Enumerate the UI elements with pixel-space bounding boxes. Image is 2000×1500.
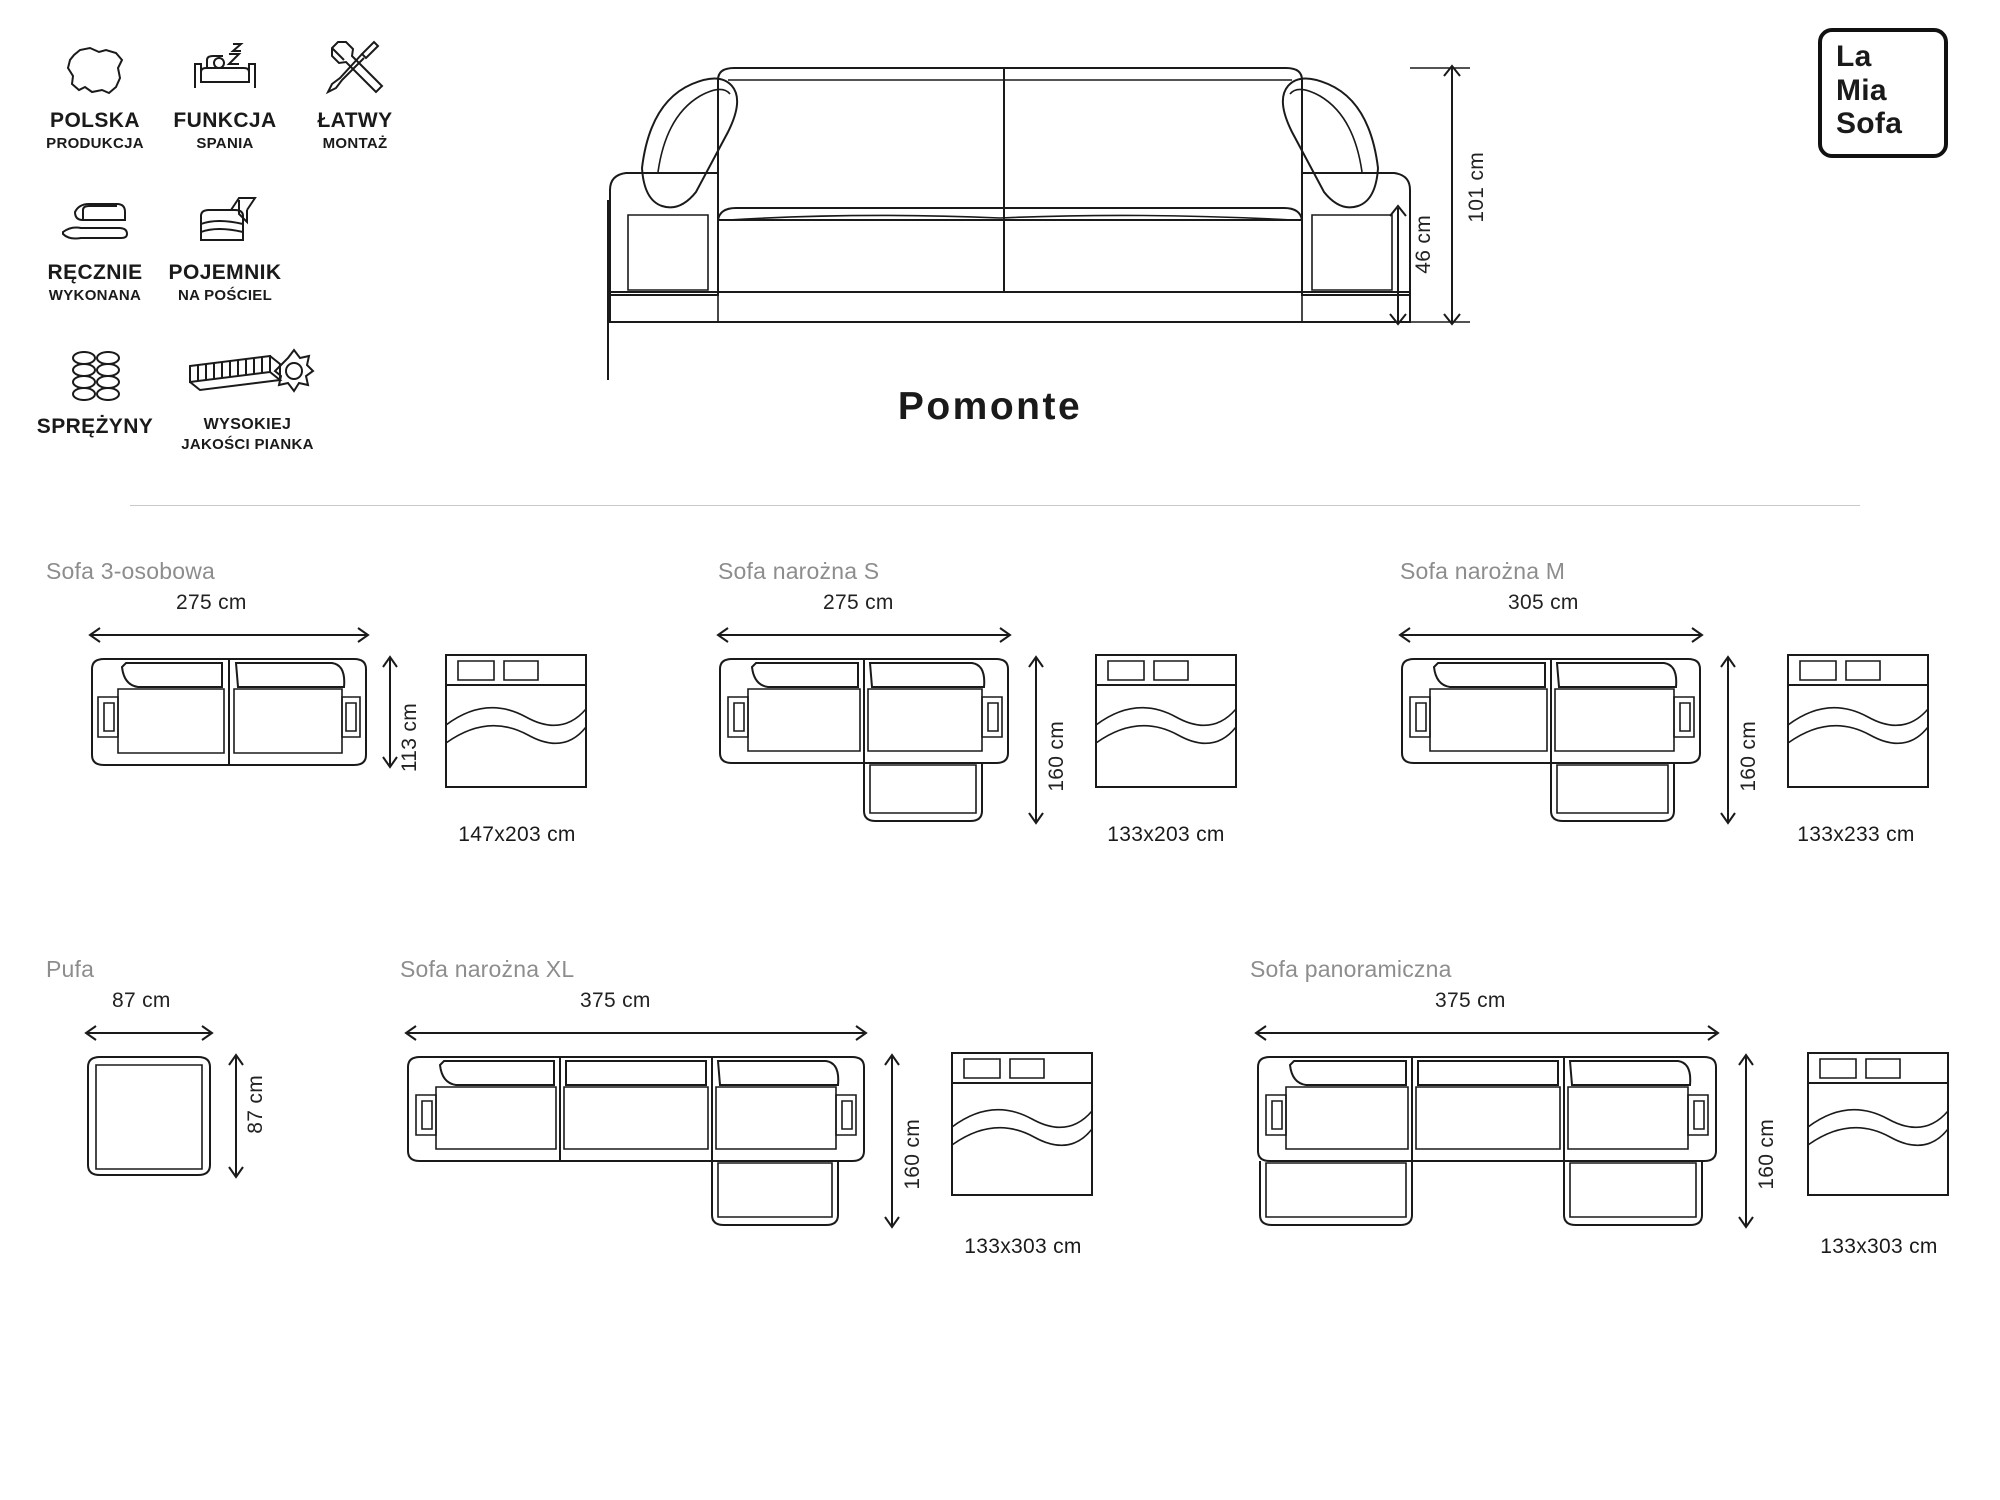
variant-bed-label: 133x203 cm [1107, 823, 1225, 846]
variant-depth-label: 160 cm [1755, 1119, 1778, 1190]
variant-sofa-narozna-s [718, 558, 1308, 851]
brand-logo [1818, 28, 1948, 158]
logo-line-1: La [1836, 40, 1872, 73]
feature-latwy-montaz [290, 18, 420, 152]
page-title: Pomonte [897, 385, 1083, 428]
feature-row-2 [30, 170, 430, 304]
variant-bed-label: 133x303 cm [1820, 1235, 1938, 1258]
variant-bed-label: 147x203 cm [458, 823, 576, 846]
feature-label-line2: NA POŚCIEL [177, 286, 273, 304]
handmade-icon [59, 180, 131, 252]
feature-polska-produkcja [30, 18, 160, 152]
variant-title: Sofa 3-osobowa [46, 558, 216, 584]
variant-width-label: 375 cm [1435, 989, 1506, 1012]
variant-bed-label: 133x233 cm [1797, 823, 1915, 846]
variant-depth-label: 87 cm [244, 1075, 267, 1134]
feature-label-line2: JAKOŚCI PIANKA [181, 435, 314, 453]
feature-label-line2: SPANIA [196, 134, 254, 152]
feature-funkcja-spania [160, 18, 290, 152]
high-quality-foam-icon [182, 334, 314, 406]
variant-sofa-panoramiczna [1250, 956, 1970, 1258]
tools-icon [322, 28, 388, 100]
feature-sprezyny [30, 324, 160, 453]
variant-width-label: 275 cm [176, 591, 247, 614]
feature-pojemnik-na-posciel [160, 170, 290, 304]
variant-pufa [46, 956, 316, 1239]
feature-row-3 [30, 324, 430, 453]
variant-title: Sofa narożna M [1400, 558, 1566, 584]
variant-title: Sofa narożna S [718, 558, 880, 584]
hero-total-height-label: 101 cm [1465, 152, 1488, 223]
bedding-container-icon [189, 180, 261, 252]
feature-label-line1: RĘCZNIE [47, 261, 143, 285]
variant-width-label: 87 cm [112, 989, 171, 1012]
feature-recznie-wykonana [30, 170, 160, 304]
springs-icon [62, 334, 128, 406]
variant-sofa-narozna-m [1400, 558, 1970, 851]
variant-depth-label: 160 cm [1045, 721, 1068, 792]
feature-badge-group [30, 18, 430, 453]
variant-depth-label: 160 cm [1737, 721, 1760, 792]
feature-label-line2: WYKONANA [48, 286, 142, 304]
variant-depth-label: 113 cm [398, 703, 421, 773]
variant-title: Pufa [46, 956, 95, 982]
section-divider [130, 505, 1860, 506]
feature-label-line2: PRODUKCJA [46, 134, 144, 152]
variant-bed-label: 133x303 cm [964, 1235, 1082, 1258]
feature-label-line1: WYSOKIEJ [203, 416, 292, 434]
logo-line-2: Mia [1836, 73, 1887, 107]
variant-width-label: 275 cm [823, 591, 894, 614]
sleep-function-icon [189, 28, 261, 100]
variant-title: Sofa panoramiczna [1250, 956, 1452, 982]
variant-depth-label: 160 cm [901, 1119, 924, 1190]
feature-label-line1: FUNKCJA [173, 109, 277, 132]
logo-line-3: Sofa [1836, 107, 1903, 141]
feature-label-line2: MONTAŻ [322, 134, 388, 152]
feature-label-line1: SPRĘŻYNY [36, 415, 154, 439]
feature-label-line1: POJEMNIK [168, 261, 282, 285]
variant-sofa-narozna-xl [400, 956, 1100, 1258]
variant-title: Sofa narożna XL [400, 956, 575, 982]
variant-sofa-3-osobowa [46, 558, 626, 851]
feature-row-1 [30, 18, 430, 152]
hero-seat-height-label: 46 cm [1412, 215, 1435, 274]
poland-map-icon [62, 28, 128, 100]
variant-width-label: 375 cm [580, 989, 651, 1012]
feature-wysokiej-jakosci-pianka [160, 324, 335, 453]
feature-label-line1: ŁATWY [317, 109, 393, 132]
variant-width-label: 305 cm [1508, 591, 1579, 614]
hero-sofa-front-view [600, 40, 1488, 340]
feature-label-line1: POLSKA [50, 109, 140, 132]
